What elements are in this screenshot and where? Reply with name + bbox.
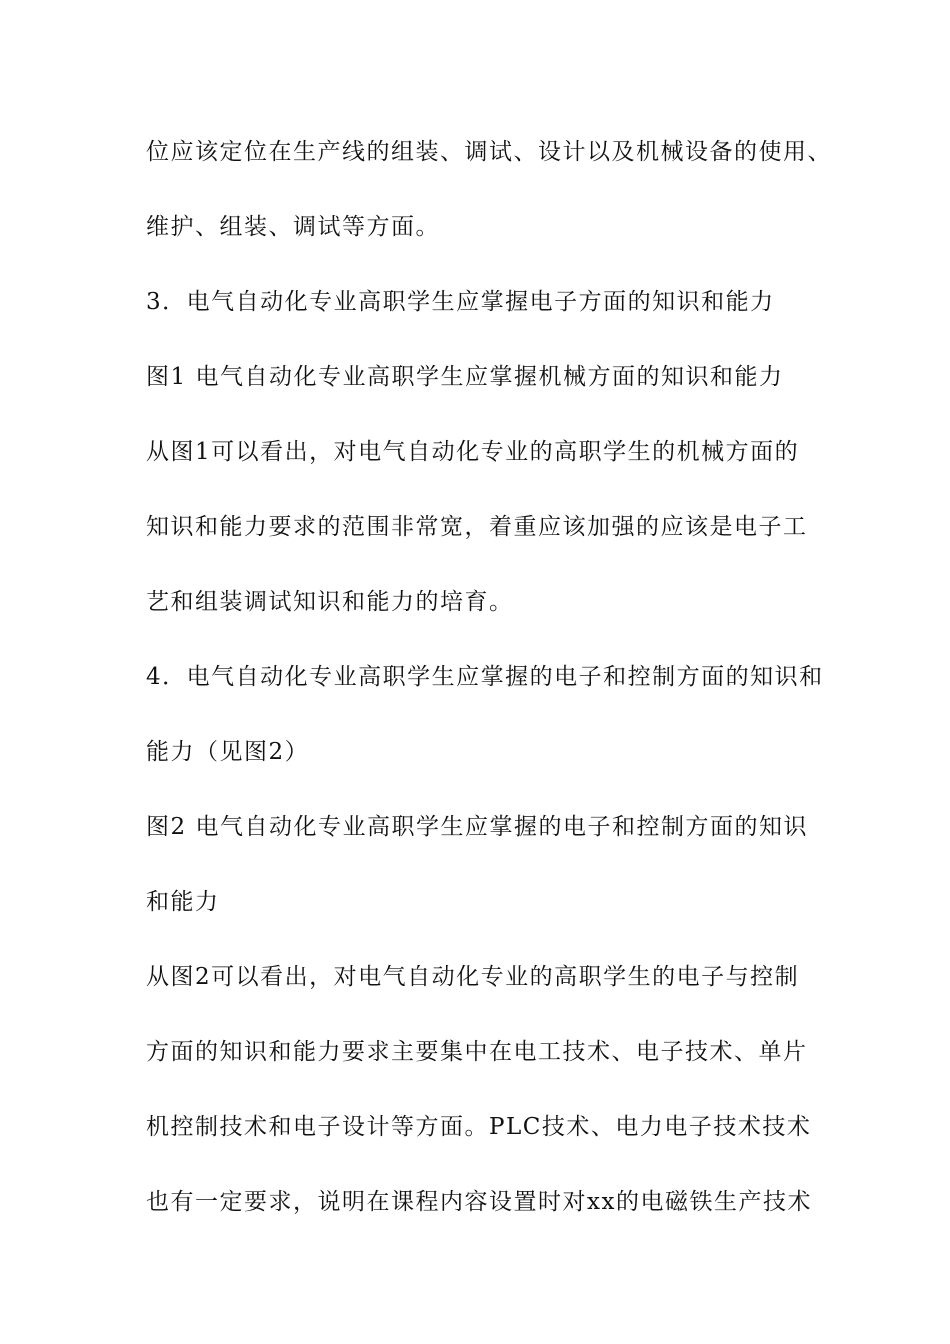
text-line: 从图2可以看出，对电气自动化专业的高职学生的电子与控制 [146,964,800,990]
text-line: 从图1可以看出，对电气自动化专业的高职学生的机械方面的 [146,439,800,465]
figure-caption: 图2 电气自动化专业高职学生应掌握的电子和控制方面的知识 [146,814,808,840]
text-line: 也有一定要求，说明在课程内容设置时对xx的电磁铁生产技术 [146,1189,812,1215]
figure-caption: 图1 电气自动化专业高职学生应掌握机械方面的知识和能力 [146,364,784,390]
text-line: 艺和组装调试知识和能力的培育。 [146,589,514,615]
text-line: 方面的知识和能力要求主要集中在电工技术、电子技术、单片 [146,1039,808,1065]
text-line: 位应该定位在生产线的组装、调试、设计以及机械设备的使用、 [146,139,832,165]
section-heading: 能力（见图2） [146,739,310,765]
text-line: 机控制技术和电子设计等方面。PLC技术、电力电子技术技术 [146,1114,812,1140]
section-heading: 4．电气自动化专业高职学生应掌握的电子和控制方面的知识和 [146,664,824,690]
text-line: 知识和能力要求的范围非常宽，着重应该加强的应该是电子工 [146,514,808,540]
text-line: 维护、组装、调试等方面。 [146,214,440,240]
section-heading: 3．电气自动化专业高职学生应掌握电子方面的知识和能力 [146,289,775,315]
figure-caption: 和能力 [146,889,220,915]
